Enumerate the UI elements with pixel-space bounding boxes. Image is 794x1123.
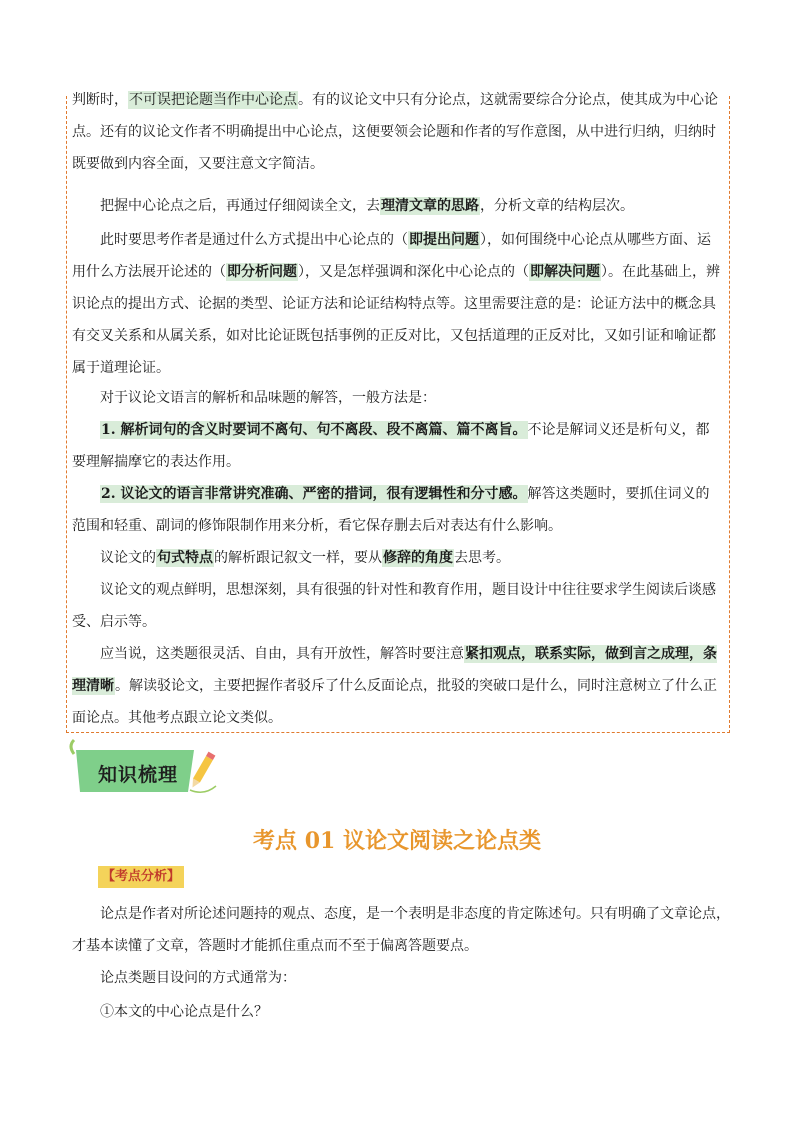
paragraph: 论点类题目设问的方式通常为： (100, 970, 296, 986)
text-run: 。有的议论文中只有分论点，这就需要综合分论点，使其成为中心论点。还有的议论文作者不明确提出中心论点，这便要领会论题和作者的写作意图，从中进行归纳，归纳时既要做到内容全面，又要注意文字简洁。 (72, 92, 718, 172)
swoosh-decoration (190, 786, 216, 792)
highlight-text: 2. 议论文的语言非常讲究准确、严密的措词，很有逻辑性和分寸感。 (101, 486, 527, 502)
text-run: ，分析文章的结构层次。 (480, 198, 634, 214)
paragraph (72, 84, 722, 180)
section-title: 考点 01 议论文阅读之论点类 (253, 828, 541, 854)
text-run: 议论文的 (100, 550, 156, 566)
text-run: ），如何围绕中心论点从哪些方面、运用什么方法展开论述的（ (72, 232, 711, 280)
text-run: 不论是解词义还是析句义，都要理解揣摩它的表达作用。 (72, 422, 710, 470)
text-run: 解答这类题时，要抓住词义的范围和轻重、副词的修饰限制作用来分析，看它保存删去后对表达有什么影响。 (72, 486, 710, 534)
paragraph: ①本文的中心论点是什么？ (100, 1004, 268, 1020)
paragraph (72, 542, 722, 574)
highlight-text: 1. 解析词句的含义时要词不离句、句不离段、段不离篇、篇不离旨。 (101, 422, 527, 438)
paragraph (72, 414, 722, 478)
text-run: 把握中心论点之后，再通过仔细阅读全文，去 (100, 198, 380, 214)
text-run: 的解析跟记叙文一样，要从 (214, 550, 382, 566)
analysis-tag: 【考点分析】 (98, 866, 184, 888)
paragraph: 论点是作者对所论述问题持的观点、态度，是一个表明是非态度的肯定陈述句。只有明确了文章论点，才基本读懂了文章，答题时才能抓住重点而不至于偏离答题要点。 (72, 906, 730, 954)
paragraph: 对于议论文语言的解析和品味题的解答，一般方法是： (100, 390, 436, 406)
highlight-text: 即提出问题 (409, 232, 479, 248)
highlight-text: 紧扣观点，联系实际，做到言之成理，条理清晰 (72, 646, 717, 694)
paragraph (72, 478, 722, 542)
text-run: ）。在此基础上，辨识论点的提出方式、论据的类型、论证方法和论证结构特点等。这里需要注意的是：论证方法中的概念具有交叉关系和从属关系，如对比论证既包括事例的正反对比，又包括道理的正反对比，又如引证和喻证都属于道理论证。 (72, 264, 720, 376)
text-run: 此时要思考作者是通过什么方式提出中心论点的（ (100, 232, 408, 248)
pencil-icon (189, 752, 215, 790)
text-run: ），又是怎样强调和深化中心论点的（ (298, 264, 529, 280)
highlight-text: 理清文章的思路 (381, 198, 479, 214)
highlight-text: 句式特点 (157, 550, 213, 566)
section-banner (78, 748, 196, 794)
text-run: 应当说，这类题很灵活、自由，具有开放性，解答时要注意 (100, 646, 464, 662)
highlight-text: 即分析问题 (227, 264, 297, 280)
text-run: 去思考。 (454, 550, 510, 566)
paragraph (72, 190, 722, 222)
highlight-text: 即解决问题 (530, 264, 600, 280)
banner-label: 知识梳理 (98, 764, 179, 786)
paragraph (72, 224, 722, 384)
text-run: 。解读驳论文，主要把握作者驳斥了什么反面论点，批驳的突破口是什么，同时注意树立了什么正面论点。其他考点跟立论文类似。 (72, 678, 717, 726)
paperclip-icon (71, 740, 74, 754)
highlight-text: 不可误把论题当作中心论点 (129, 92, 297, 108)
highlight-text: 修辞的角度 (383, 550, 453, 566)
text-run: 判断时， (72, 92, 128, 108)
paragraph (72, 638, 722, 734)
paragraph: 议论文的观点鲜明，思想深刻，具有很强的针对性和教育作用，题目设计中往往要求学生阅读后谈感受、启示等。 (72, 582, 716, 630)
